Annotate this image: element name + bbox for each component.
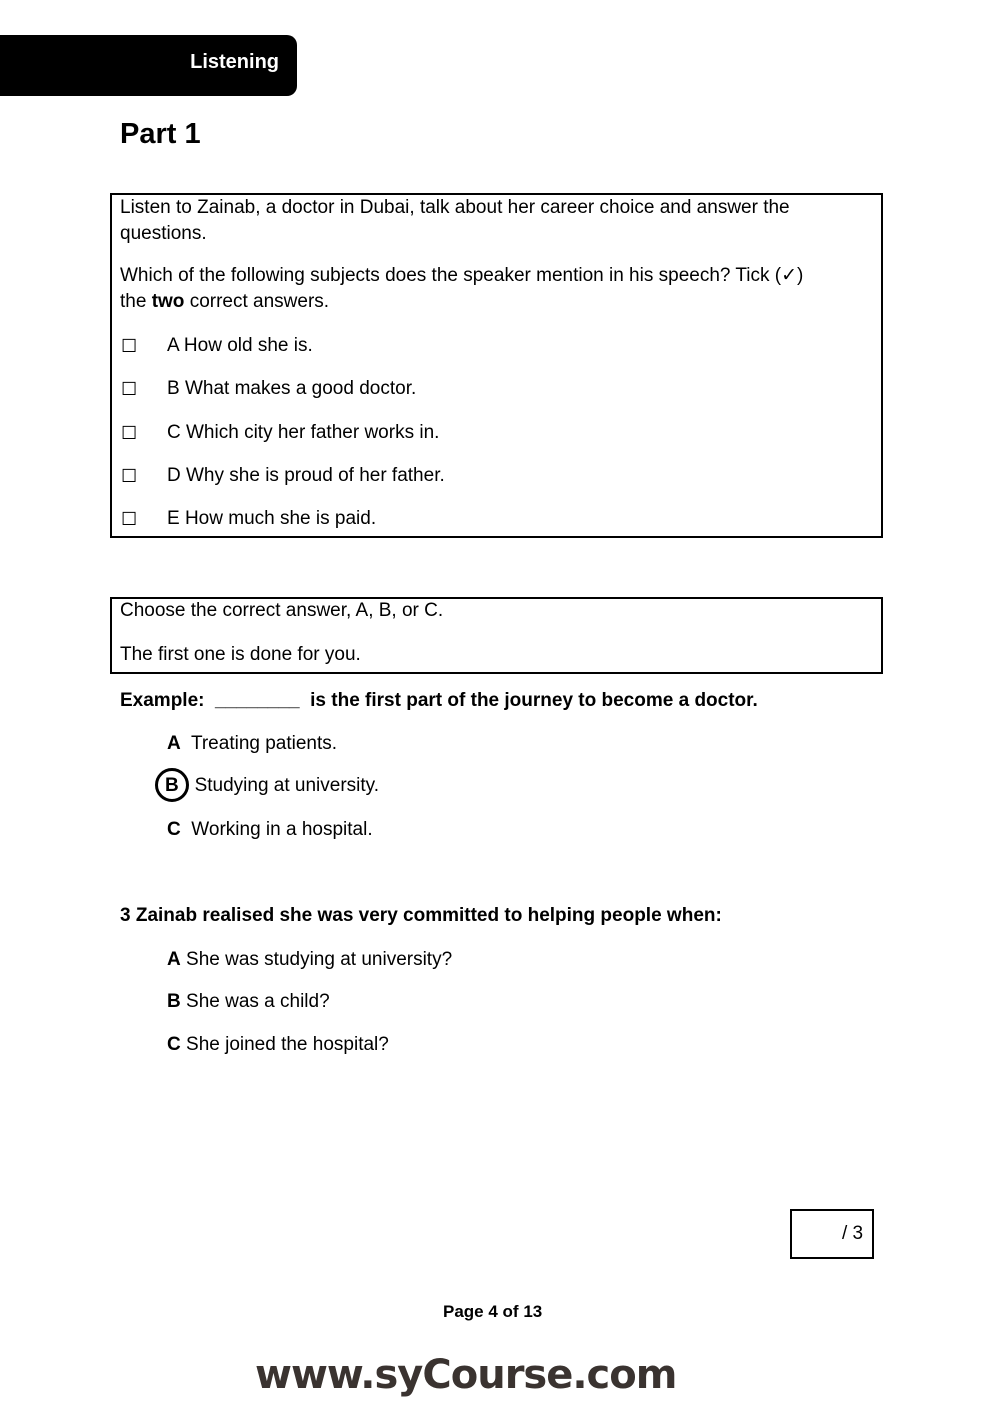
q1-option: C Which city her father works in. <box>167 422 440 443</box>
watermark: www.syCourse.com <box>255 1352 677 1398</box>
score-text: / 3 <box>842 1223 864 1244</box>
page-title: Part 1 <box>120 118 201 150</box>
example-question: Example: ________ is the first part of the journey to become a doctor. <box>120 690 758 711</box>
q3-option-b[interactable]: B She was a child? <box>167 991 330 1012</box>
example-option-c: C Working in a hospital. <box>167 819 373 840</box>
q2-instruction-1: Choose the correct answer, A, B, or C. <box>120 600 444 621</box>
example-option-a: A Treating patients. <box>167 733 338 754</box>
q1-option: D Why she is proud of her father. <box>167 465 445 486</box>
q1-intro: Listen to Zainab, a doctor in Dubai, talk about her career choice and answer the <box>120 197 790 218</box>
tick-checkbox[interactable]: ☐ <box>121 466 138 486</box>
q1-option: B What makes a good doctor. <box>167 378 417 399</box>
tick-checkbox[interactable]: ☐ <box>121 336 138 356</box>
q3-option-c[interactable]: C She joined the hospital? <box>167 1034 389 1055</box>
section-tab <box>0 35 297 96</box>
section-tab-label: Listening <box>190 51 279 73</box>
tick-checkbox[interactable]: ☐ <box>121 509 138 529</box>
q1-question-2: the two correct answers. <box>120 291 330 312</box>
q1-option: A How old she is. <box>167 335 313 356</box>
tick-checkbox[interactable]: ☐ <box>121 423 138 443</box>
tick-checkbox[interactable]: ☐ <box>121 379 138 399</box>
page-number: Page 4 of 13 <box>443 1302 543 1321</box>
q1-option: E How much she is paid. <box>167 508 377 529</box>
q2-instruction-2: The first one is done for you. <box>120 644 361 665</box>
q1-intro-2: questions. <box>120 223 207 244</box>
example-option-b: B Studying at university. <box>165 775 380 796</box>
q1-question: Which of the following subjects does the speaker mention in his speech? Tick (✓) <box>120 265 804 286</box>
q3-option-a[interactable]: A She was studying at university? <box>167 949 453 970</box>
q3-question: 3 Zainab realised she was very committed to helping people when: <box>120 905 722 926</box>
